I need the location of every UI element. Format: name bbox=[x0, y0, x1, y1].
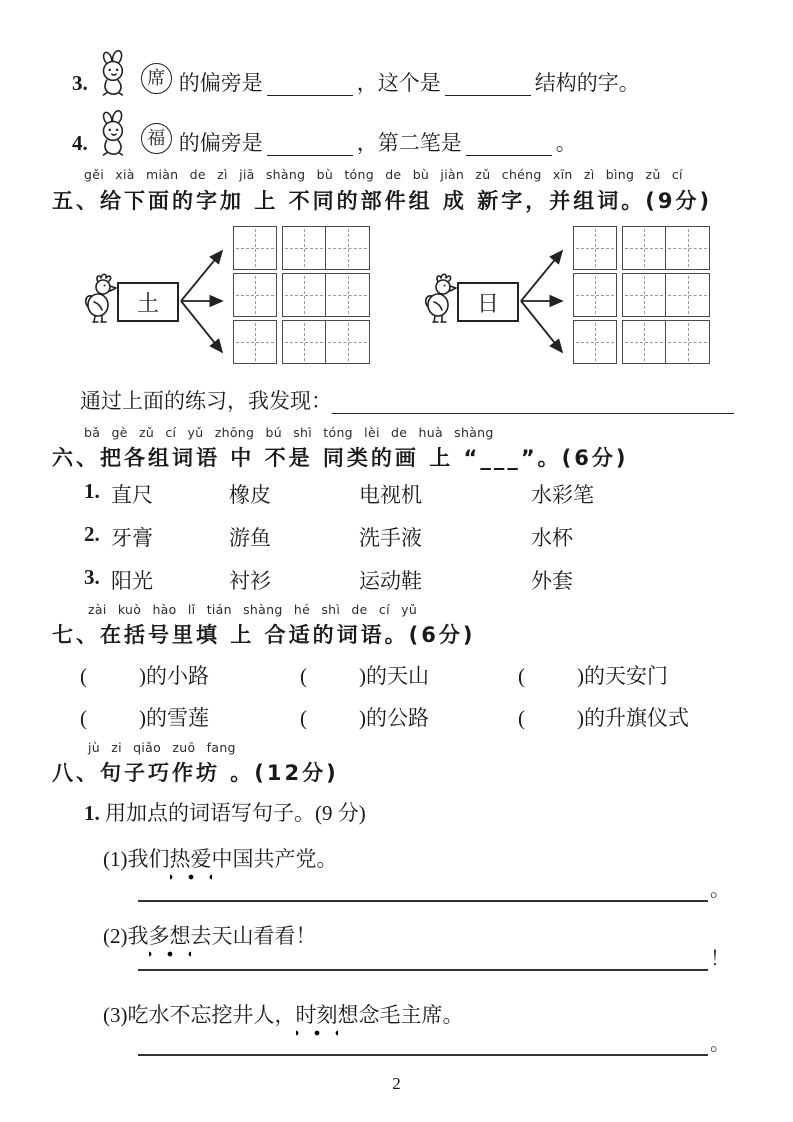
circled-character: 福 bbox=[141, 123, 172, 154]
sentence-3 bbox=[103, 999, 464, 1029]
question-3-text-3: 结构的字。 bbox=[534, 70, 640, 95]
sentence-label: (1) bbox=[103, 847, 128, 871]
bracket-item: ( )的公路 bbox=[300, 706, 429, 730]
grid-row bbox=[233, 320, 370, 364]
branch-arrows bbox=[178, 226, 232, 374]
tianzige-cell bbox=[233, 273, 277, 317]
emphasized-words: 热爱 bbox=[170, 847, 212, 880]
base-character-box bbox=[457, 282, 519, 322]
bracket-item: ( )的天山 bbox=[300, 664, 429, 688]
sentence-text: 去天山看看！ bbox=[190, 924, 317, 948]
grid-row bbox=[233, 273, 370, 317]
sentence-label: (2) bbox=[103, 924, 128, 948]
tianzige-pair bbox=[282, 226, 370, 270]
word: 运动鞋 bbox=[359, 569, 422, 593]
question-3 bbox=[72, 50, 640, 96]
answer-blank bbox=[267, 132, 353, 156]
answer-blank bbox=[332, 390, 734, 414]
tianzige-cell bbox=[573, 320, 617, 364]
answer-blank bbox=[466, 132, 552, 156]
section-7-pinyin: zài kuò hào lǐ tián shàng hé shì de cí yǔ bbox=[88, 602, 418, 617]
bracket-row-2 bbox=[80, 702, 760, 732]
sentence-text: 我 bbox=[127, 924, 149, 948]
question-3-text-2: ，这个是 bbox=[356, 70, 441, 95]
writing-line-3 bbox=[138, 1027, 730, 1056]
word: 游鱼 bbox=[229, 526, 271, 550]
question-3-text-1: 的偏旁是 bbox=[178, 70, 263, 95]
writing-line-2 bbox=[138, 942, 730, 971]
word: 洗手液 bbox=[359, 526, 422, 550]
base-character-box bbox=[117, 282, 179, 322]
row-number: 1. bbox=[84, 479, 100, 503]
word: 外套 bbox=[531, 569, 573, 593]
reflection-label: 通过上面的练习，我发现： bbox=[80, 389, 332, 413]
tianzige-cell bbox=[233, 226, 277, 270]
tianzige-pair bbox=[622, 320, 710, 364]
line-end-punctuation: ！ bbox=[710, 948, 730, 970]
sentence-label: (3) bbox=[103, 1003, 128, 1027]
row-number: 2. bbox=[84, 522, 100, 546]
section-5-title: 五、给下面的字加 上 不同的部件组 成 新字，并组词。(9分) bbox=[52, 189, 713, 213]
bracket-item: ( )的小路 bbox=[80, 664, 209, 688]
sentence-text: 中国共产党。 bbox=[211, 847, 338, 871]
subquestion-text: 用加点的词语写句子。(9 分) bbox=[105, 801, 366, 825]
word-row-3 bbox=[84, 565, 764, 595]
rabbit-icon bbox=[94, 50, 136, 96]
tianzige-cell bbox=[573, 226, 617, 270]
sentence-text: 吃水不忘挖井人， bbox=[127, 1003, 296, 1027]
answer-blank bbox=[267, 72, 353, 96]
word: 水彩笔 bbox=[531, 483, 594, 507]
sentence-text: 我们 bbox=[127, 847, 170, 871]
section-7-title: 七、在括号里填 上 合适的词语。(6分) bbox=[52, 623, 476, 647]
bracket-item: ( )的升旗仪式 bbox=[518, 706, 689, 730]
section-8-title: 八、句子巧作坊 。(12分) bbox=[52, 761, 339, 785]
line-end-punctuation: 。 bbox=[710, 879, 730, 901]
rooster-icon bbox=[82, 272, 122, 324]
base-character: 日 bbox=[476, 290, 499, 316]
word: 直尺 bbox=[111, 483, 153, 507]
subquestion-number: 1. bbox=[84, 801, 100, 825]
tianzige-pair bbox=[622, 226, 710, 270]
grid-row bbox=[573, 320, 710, 364]
subquestion-1 bbox=[84, 800, 366, 826]
tianzige-pair bbox=[282, 320, 370, 364]
question-4-text-1: 的偏旁是 bbox=[178, 130, 263, 155]
word: 衬衫 bbox=[229, 569, 271, 593]
word: 阳光 bbox=[111, 569, 153, 593]
word-row-2 bbox=[84, 522, 764, 552]
question-4 bbox=[72, 110, 577, 156]
question-3-number: 3. bbox=[72, 70, 88, 95]
answer-line bbox=[138, 945, 708, 971]
answer-blank bbox=[445, 72, 531, 96]
bracket-item: ( )的天安门 bbox=[518, 664, 668, 688]
bracket-item: ( )的雪莲 bbox=[80, 706, 209, 730]
reflection-line bbox=[80, 388, 734, 414]
tianzige-cell bbox=[233, 320, 277, 364]
tianzige-pair bbox=[622, 273, 710, 317]
question-4-text-3: 。 bbox=[555, 130, 577, 155]
word: 水杯 bbox=[531, 526, 573, 550]
rabbit-icon bbox=[94, 110, 136, 156]
grid-row bbox=[573, 273, 710, 317]
emphasized-words: 多想 bbox=[149, 924, 191, 957]
grid-row bbox=[573, 226, 710, 270]
question-4-text-2: ，第二笔是 bbox=[356, 130, 462, 155]
word: 电视机 bbox=[359, 483, 422, 507]
writing-grid-left bbox=[233, 226, 370, 364]
line-end-punctuation: 。 bbox=[710, 1033, 730, 1055]
word: 牙膏 bbox=[111, 526, 153, 550]
section-6-title: 六、把各组词语 中 不是 同类的画 上 “___”。(6分) bbox=[52, 446, 629, 470]
row-number: 3. bbox=[84, 565, 100, 589]
section-6-pinyin: bǎ gè zǔ cí yǔ zhōng bú shì tóng lèi de huà shàng bbox=[84, 425, 494, 440]
sentence-1 bbox=[103, 843, 338, 873]
writing-grid-right bbox=[573, 226, 710, 364]
emphasized-words: 时刻 bbox=[296, 1003, 338, 1036]
answer-line bbox=[138, 876, 708, 902]
section-5-pinyin: gěi xià miàn de zì jiā shàng bù tóng de bù jiàn zǔ chéng xīn zì bìng zǔ cí bbox=[84, 167, 683, 182]
sentence-text: 想念毛主席。 bbox=[337, 1003, 464, 1027]
tianzige-pair bbox=[282, 273, 370, 317]
answer-line bbox=[138, 1030, 708, 1056]
circled-character: 席 bbox=[141, 63, 172, 94]
grid-row bbox=[233, 226, 370, 270]
tianzige-cell bbox=[573, 273, 617, 317]
word-row-1 bbox=[84, 479, 764, 509]
bracket-row-1 bbox=[80, 660, 760, 690]
page-number: 2 bbox=[392, 1074, 401, 1093]
base-character: 土 bbox=[136, 290, 159, 316]
writing-line-1 bbox=[138, 873, 730, 902]
word: 橡皮 bbox=[229, 483, 271, 507]
rooster-icon bbox=[422, 272, 462, 324]
question-4-number: 4. bbox=[72, 130, 88, 155]
branch-arrows bbox=[518, 226, 572, 374]
section-8-pinyin: jù zi qiǎo zuō fang bbox=[88, 740, 236, 755]
